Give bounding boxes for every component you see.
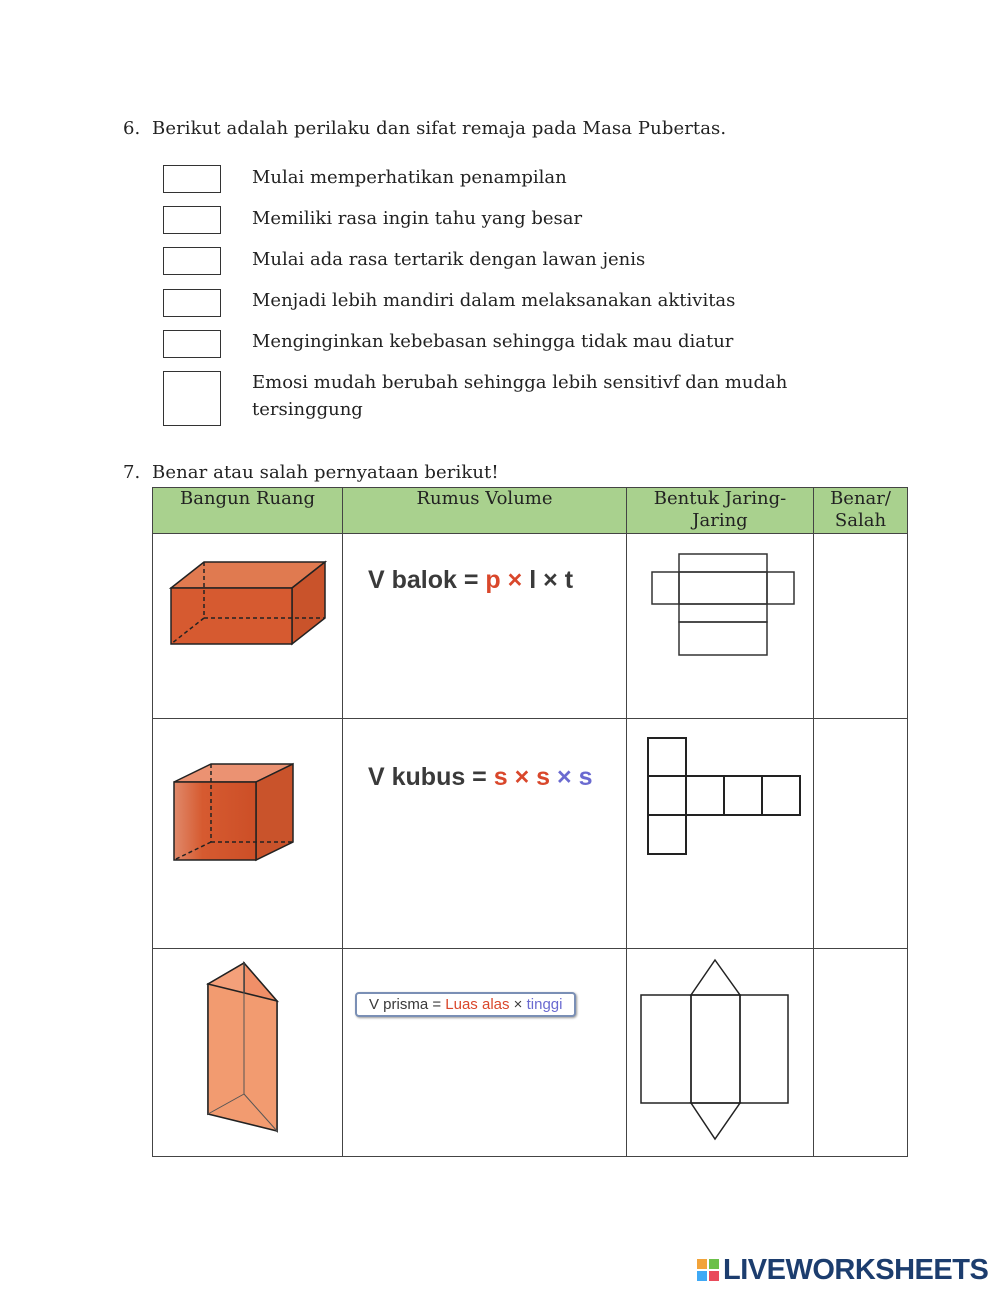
table-row [153, 949, 908, 1157]
true-false-input[interactable] [814, 534, 907, 718]
true-false-input[interactable] [814, 719, 907, 948]
answer-box-5[interactable] [163, 330, 221, 358]
question-6-title [123, 118, 726, 139]
kubus-net [627, 719, 814, 948]
question-7-table [152, 487, 908, 1157]
answer-cell-2[interactable] [814, 719, 908, 949]
header-rumus-volume: Rumus Volume [343, 488, 627, 534]
formula-prisma [355, 992, 576, 1017]
net-cell-kubus [627, 719, 814, 949]
answer-cell-1[interactable] [814, 534, 908, 719]
question-prompt: Berikut adalah perilaku dan sifat remaja pada Masa Pubertas. [152, 118, 727, 139]
option-text-4: Menjadi lebih mandiri dalam melaksanakan aktivitas [252, 290, 736, 311]
shape-cell-prisma [153, 949, 343, 1157]
formula-times: × [514, 763, 530, 791]
formula-var: t [564, 566, 574, 594]
option-text-2: Memiliki rasa ingin tahu yang besar [252, 208, 583, 229]
logo-text: LIVEWORKSHEETS [723, 1253, 989, 1286]
formula-cell-prisma [343, 949, 627, 1157]
option-text-1: Mulai memperhatikan penampilan [252, 167, 567, 188]
option-text-3: Mulai ada rasa tertarik dengan lawan jenis [252, 249, 646, 270]
answer-box-3[interactable] [163, 247, 221, 275]
prisma-net [627, 949, 814, 1156]
formula-var: s [536, 763, 551, 791]
shape-cell-balok [153, 534, 343, 719]
formula-var: s [578, 763, 593, 791]
formula-lhs: V prisma = [369, 996, 442, 1013]
formula-var: s [493, 763, 508, 791]
formula-kubus [368, 763, 593, 792]
formula-var: Luas alas [445, 996, 510, 1013]
formula-times: × [513, 996, 523, 1013]
table-row [153, 534, 908, 719]
formula-var: p [485, 566, 501, 594]
header-bentuk-jaring: Bentuk Jaring-Jaring [627, 488, 814, 534]
balok-net [627, 534, 814, 718]
balok-illustration [153, 534, 343, 718]
shape-cell-kubus [153, 719, 343, 949]
question-number: 6. [123, 118, 141, 139]
net-cell-balok [627, 534, 814, 719]
formula-times: × [507, 566, 523, 594]
question-number: 7. [123, 462, 141, 483]
kubus-illustration [153, 719, 343, 948]
header-bangun-ruang: Bangun Ruang [153, 488, 343, 534]
true-false-input[interactable] [814, 949, 907, 1156]
formula-lhs: V balok = [368, 566, 479, 594]
header-benar-salah: Benar/ Salah [814, 488, 908, 534]
answer-box-4[interactable] [163, 289, 221, 317]
formula-times: × [543, 566, 558, 594]
option-text-5: Menginginkan kebebasan sehingga tidak mau diatur [252, 331, 734, 352]
formula-cell-kubus [343, 719, 627, 949]
question-prompt: Benar atau salah pernyataan berikut! [152, 462, 499, 483]
liveworksheets-logo [697, 1252, 988, 1288]
formula-times: × [557, 763, 572, 791]
table-row [153, 719, 908, 949]
answer-box-6[interactable] [163, 371, 221, 426]
prisma-illustration [153, 949, 343, 1156]
formula-lhs: V kubus = [368, 763, 487, 791]
net-cell-prisma [627, 949, 814, 1157]
question-7-title [123, 462, 499, 483]
answer-box-2[interactable] [163, 206, 221, 234]
formula-cell-balok [343, 534, 627, 719]
logo-mark-icon [697, 1259, 719, 1281]
formula-balok [368, 566, 573, 595]
formula-var: tinggi [526, 996, 563, 1013]
answer-cell-3[interactable] [814, 949, 908, 1157]
answer-box-1[interactable] [163, 165, 221, 193]
formula-var: l [529, 566, 537, 594]
option-text-6: Emosi mudah berubah sehingga lebih sensitivf dan mudah tersinggung [252, 372, 788, 420]
